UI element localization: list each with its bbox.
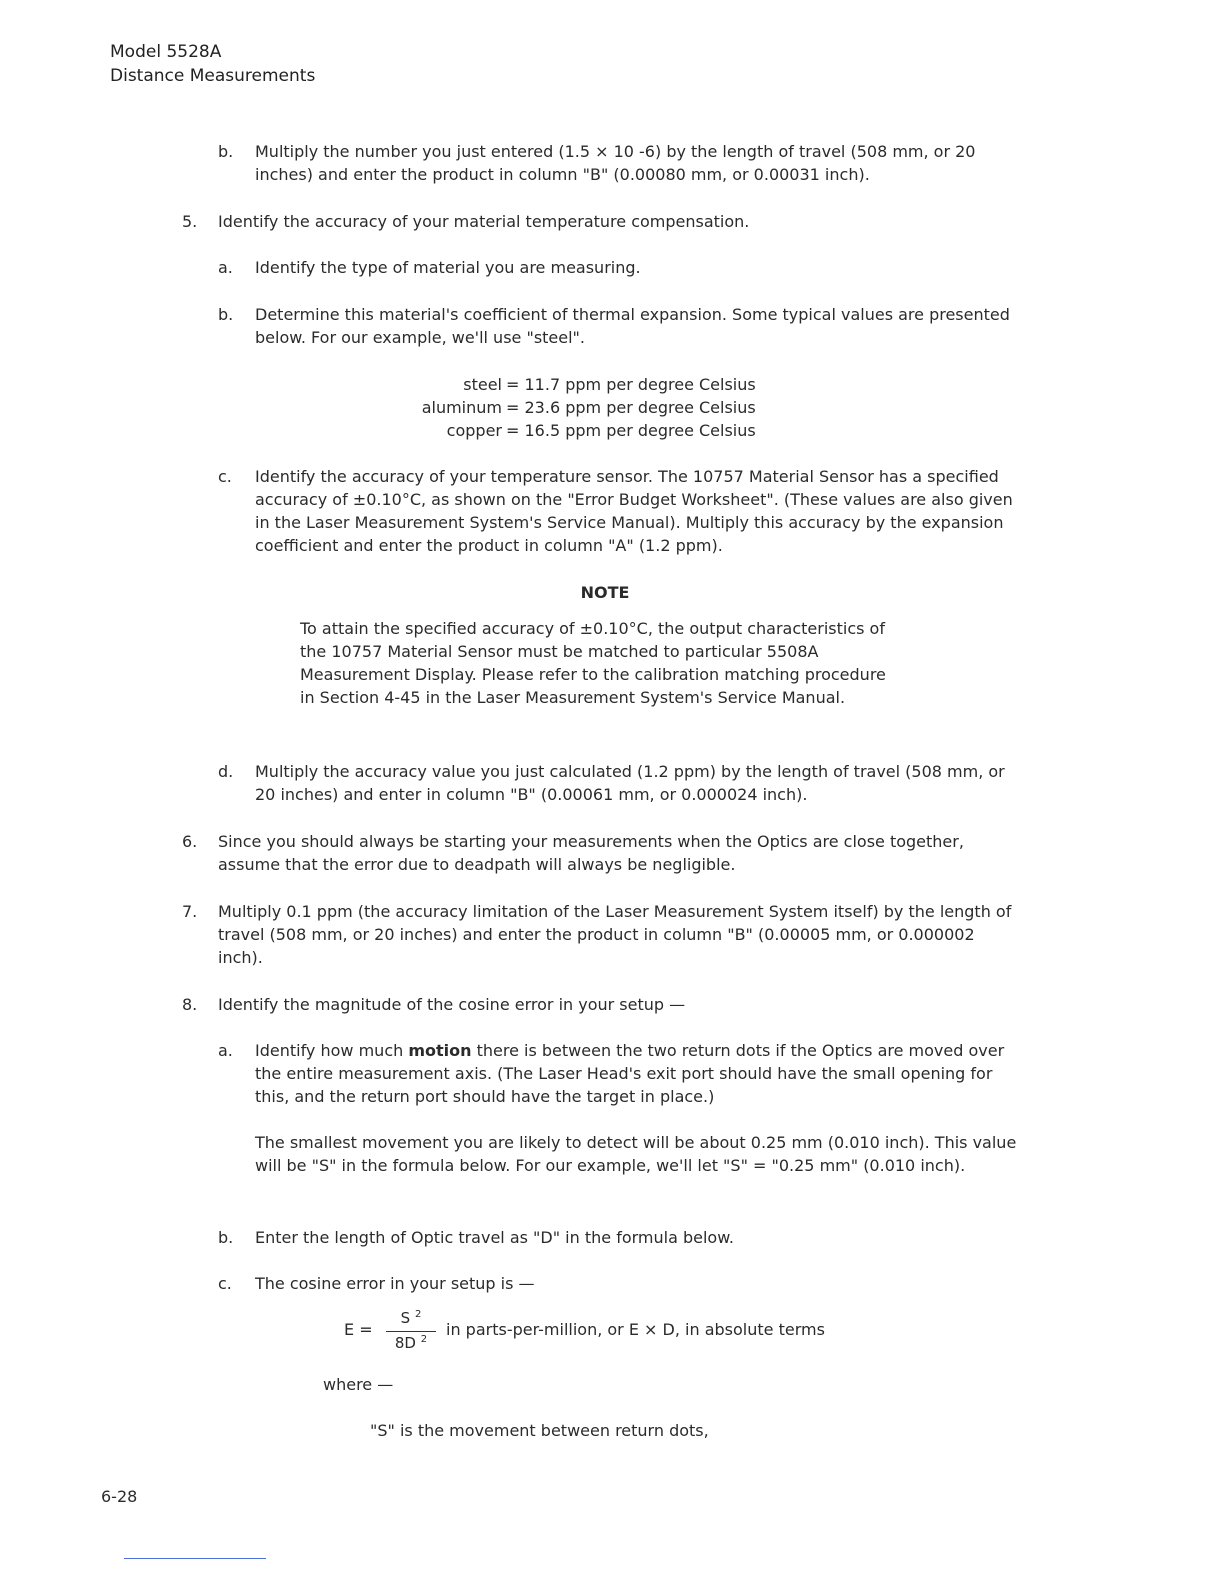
step8a-label: a. [218, 1041, 233, 1060]
formula-numerator [384, 1309, 438, 1327]
material-value: = 11.7 ppm per degree Celsius [506, 375, 756, 394]
where-label: where — [323, 1375, 394, 1394]
step5a-text: Identify the type of material you are measuring. [255, 258, 641, 277]
step8b-label: b. [218, 1228, 234, 1247]
step8-label: 8. [182, 995, 198, 1014]
header-section: Distance Measurements [110, 66, 316, 86]
step4b-label: b. [218, 142, 234, 161]
note-title: NOTE [580, 583, 630, 602]
material-value: = 23.6 ppm per degree Celsius [506, 398, 756, 417]
step8c-label: c. [218, 1274, 232, 1293]
formula-denominator-base: 8D [394, 1334, 416, 1352]
step8a-text-post: there is between the two return dots if the Optics are moved over the entire measurement axis. (The Laser Head's exit port should have the small opening for this, and the return port should have the target in place.) [255, 1041, 1005, 1106]
step8-text: Identify the magnitude of the cosine error in your setup — [218, 995, 686, 1014]
s-definition: "S" is the movement between return dots, [370, 1421, 709, 1440]
material-name: aluminum [421, 398, 502, 417]
material-value: = 16.5 ppm per degree Celsius [506, 421, 756, 440]
material-row [340, 419, 502, 442]
footer-rule [124, 1558, 266, 1559]
step8a-para2: The smallest movement you are likely to detect will be about 0.25 mm (0.010 inch). This value will be "S" in the formula below. For our example, we'll let "S" = "0.25 mm" (0.010 inch). [255, 1133, 1017, 1175]
step6-label: 6. [182, 832, 198, 851]
formula-lhs: E = [344, 1320, 373, 1339]
step5c-text: Identify the accuracy of your temperature sensor. The 10757 Material Sensor has a specified accuracy of ±0.10°C, as shown on the "Error Budget Worksheet". (These values are also given in the Laser Measurement System's Service Manual). Multiply this accuracy by the expansion coefficient and enter the product in column "A" (1.2 ppm). [255, 467, 1013, 555]
step6-text: Since you should always be starting your measurements when the Optics are close together, assume that the error due to deadpath will always be negligible. [218, 832, 964, 874]
formula-rhs: in parts-per-million, or E × D, in absolute terms [446, 1320, 825, 1339]
formula-denominator-exp: 2 [420, 1334, 428, 1345]
formula-numerator-base: S [400, 1309, 411, 1327]
fraction-bar [386, 1331, 436, 1332]
step5d-text: Multiply the accuracy value you just calculated (1.2 ppm) by the length of travel (508 mm, or 20 inches) and enter in column "B" (0.00061 mm, or 0.000024 inch). [255, 762, 1005, 804]
step4b-text: Multiply the number you just entered (1.5 × 10 -6) by the length of travel (508 mm, or 20 inches) and enter the product in column "B" (0.00080 mm, or 0.00031 inch). [255, 142, 976, 184]
note-text: To attain the specified accuracy of ±0.10°C, the output characteristics of the 10757 Material Sensor must be matched to particular 5508A Measurement Display. Please refer to the calibration matching procedure in Section 4-45 in the Laser Measurement System's Service Manual. [300, 619, 886, 707]
step8a-text [255, 1039, 1025, 1108]
material-name: steel [463, 375, 502, 394]
step5-text: Identify the accuracy of your material temperature compensation. [218, 212, 750, 231]
step8c-text: The cosine error in your setup is — [255, 1274, 535, 1293]
formula-numerator-exp: 2 [414, 1309, 422, 1320]
step5d-label: d. [218, 762, 234, 781]
page-number: 6-28 [101, 1487, 138, 1506]
step5a-label: a. [218, 258, 233, 277]
material-value-row [506, 373, 806, 396]
step7-label: 7. [182, 902, 198, 921]
step5-label: 5. [182, 212, 198, 231]
step8a-text-pre: Identify how much [255, 1041, 409, 1060]
step5b-label: b. [218, 305, 234, 324]
step5b-text: Determine this material's coefficient of thermal expansion. Some typical values are presented below. For our example, we'll use "steel". [255, 305, 1010, 347]
material-value-row [506, 396, 806, 419]
step5c-label: c. [218, 467, 232, 486]
formula-denominator [384, 1334, 438, 1352]
header-model: Model 5528A [110, 42, 222, 62]
step7-text: Multiply 0.1 ppm (the accuracy limitation of the Laser Measurement System itself) by the length of travel (508 mm, or 20 inches) and enter the product in column "B" (0.00005 mm, or 0.000002 inch). [218, 902, 1012, 967]
step8a-bold-motion: motion [408, 1041, 472, 1060]
material-value-row [506, 419, 806, 442]
material-name: copper [446, 421, 502, 440]
material-row [340, 373, 502, 396]
material-row [340, 396, 502, 419]
step8b-text: Enter the length of Optic travel as "D" in the formula below. [255, 1228, 734, 1247]
